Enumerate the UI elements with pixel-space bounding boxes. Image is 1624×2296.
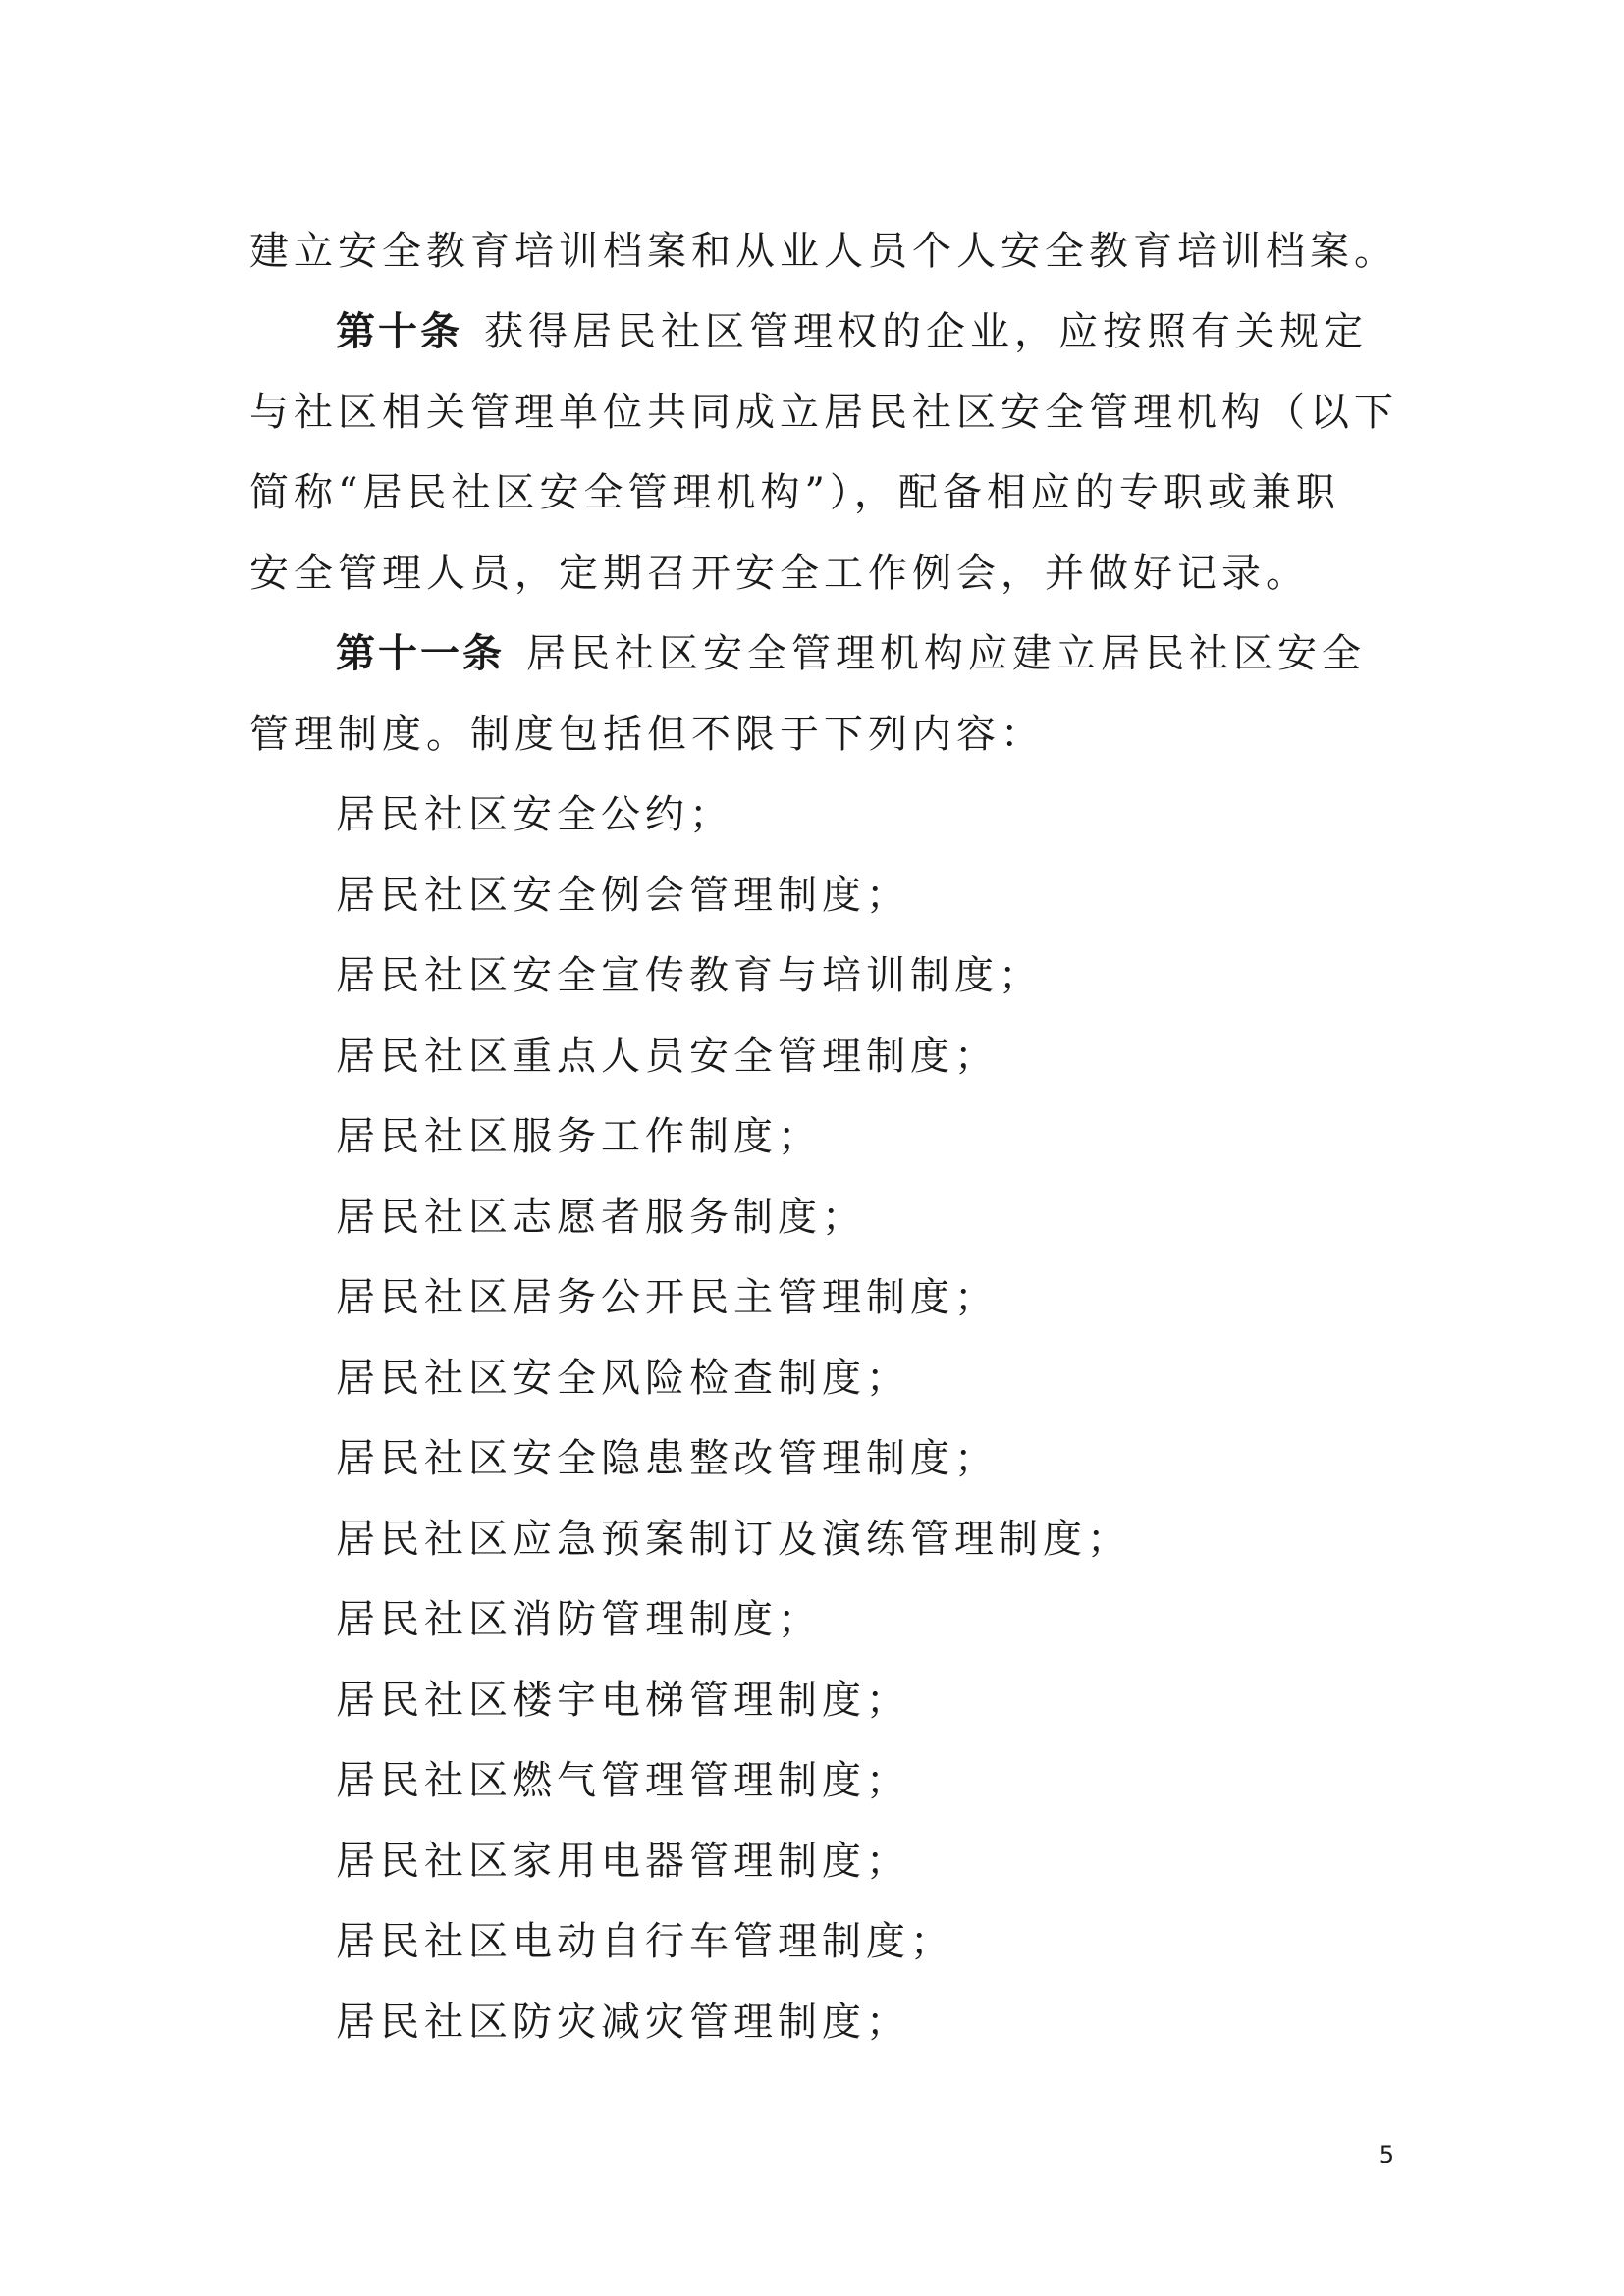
paragraph-line: 建立安全教育培训档案和从业人员个人安全教育培训档案。 bbox=[249, 229, 1398, 274]
article-11-line-1 bbox=[336, 624, 1388, 683]
article-10-line-2: 与社区相关管理单位共同成立居民社区安全管理机构（以下 bbox=[249, 390, 1398, 435]
list-item: 居民社区安全宣传教育与培训制度； bbox=[336, 953, 1043, 998]
article-10-line-4: 安全管理人员，定期召开安全工作例会，并做好记录。 bbox=[249, 551, 1310, 596]
list-item: 居民社区服务工作制度； bbox=[336, 1114, 822, 1159]
list-item: 居民社区楼宇电梯管理制度； bbox=[336, 1678, 910, 1723]
list-item: 居民社区电动自行车管理制度； bbox=[336, 1919, 954, 1964]
list-item: 居民社区安全例会管理制度； bbox=[336, 873, 910, 918]
list-item: 居民社区重点人员安全管理制度； bbox=[336, 1034, 999, 1079]
article-10-text: 获得居民社区管理权的企业，应按照有关规定 bbox=[484, 309, 1368, 354]
list-item: 居民社区消防管理制度； bbox=[336, 1597, 822, 1642]
article-11-heading: 第十一条 bbox=[336, 630, 505, 676]
list-item: 居民社区安全隐患整改管理制度； bbox=[336, 1436, 999, 1481]
page-number: 5 bbox=[1379, 2141, 1394, 2168]
list-item: 居民社区安全风险检查制度； bbox=[336, 1356, 910, 1401]
article-11-text: 居民社区安全管理机构应建立居民社区安全 bbox=[526, 631, 1366, 676]
list-item: 居民社区防灾减灾管理制度； bbox=[336, 2000, 910, 2045]
article-11-line-2: 管理制度。制度包括但不限于下列内容： bbox=[249, 712, 1045, 757]
list-item: 居民社区志愿者服务制度； bbox=[336, 1195, 866, 1240]
list-item: 居民社区安全公约； bbox=[336, 792, 733, 837]
list-item: 居民社区燃气管理管理制度； bbox=[336, 1758, 910, 1803]
article-10-heading: 第十条 bbox=[336, 308, 462, 354]
list-item: 居民社区家用电器管理制度； bbox=[336, 1839, 910, 1884]
article-10-line-1 bbox=[336, 302, 1388, 361]
list-item: 居民社区应急预案制订及演练管理制度； bbox=[336, 1517, 1131, 1562]
list-item: 居民社区居务公开民主管理制度； bbox=[336, 1275, 999, 1320]
article-10-line-3: 简称“居民社区安全管理机构”），配备相应的专职或兼职 bbox=[249, 470, 1340, 515]
